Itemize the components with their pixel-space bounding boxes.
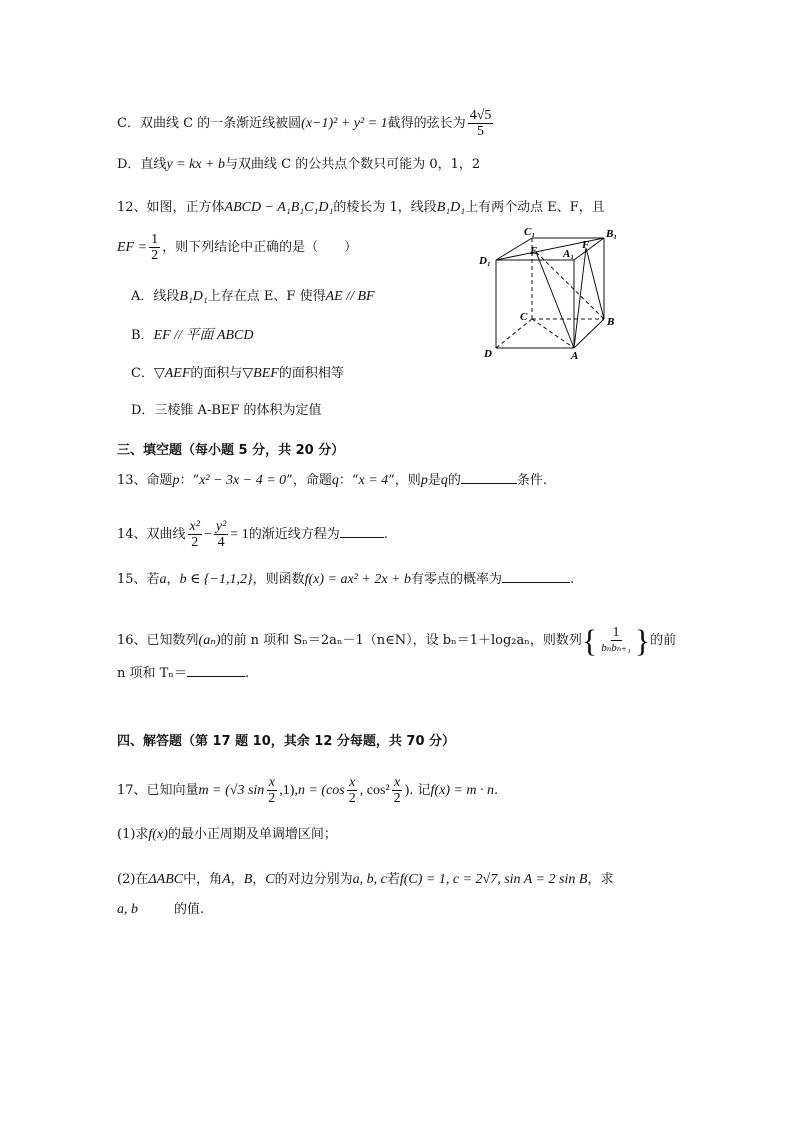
q11c-mid: 截得的弦长为 [387,116,466,131]
section-3-title: 三、填空题（每小题 5 分，共 20 分） [117,443,345,458]
q17-n3-frac [392,775,403,806]
q12-ef-num: 1 [151,232,159,247]
q12c-2: ▽AEF [153,366,191,381]
q12-option-d [131,401,322,421]
q17-m2: ,1), [279,783,298,798]
q15-e: . [570,572,575,587]
q14-c: . [383,527,388,542]
q12-ef-den: 2 [151,248,159,263]
q11c-prefix: C．双曲线 C 的一条渐近线被圆 [117,116,302,131]
q15 [117,570,574,590]
q17-p2cond: f(C) = 1, c = 2√7, sin A = 2 sin B [399,872,588,887]
q12-ef-fraction [149,232,160,263]
label-c: C [520,311,528,323]
label-b1: B₁ [606,228,618,240]
q17-part2-line2 [117,900,204,920]
edge-ab [574,319,604,348]
q16-e: . [244,666,250,681]
q14-eq: = 1 [230,527,249,542]
q15-v1: a [159,572,167,587]
q13-answer-blank[interactable] [461,471,517,484]
label-d1: D₁ [479,255,491,267]
q12-cube-name: ABCD − A₁B₁C₁D₁ [224,200,334,215]
q14-frac2 [214,519,228,550]
q11-option-c [117,108,495,139]
q14-d1: 2 [191,535,199,550]
q17-p2c: 的对边分别为 [274,872,353,887]
q17-part1 [117,825,337,845]
q17-n3fd: 2 [393,791,401,806]
q16-a: 16、已知数列 [117,633,199,648]
q12-intro [117,198,605,218]
q16-line2 [117,664,249,684]
q15-set: b ∈ {−1,1,2} [179,572,253,587]
q15-answer-blank[interactable] [502,570,570,583]
q11c-den: 5 [477,124,485,139]
q17-b: . 记 [409,783,431,798]
q14-a: 14、双曲线 [117,527,186,542]
q17-m-frac [266,775,277,806]
q17-p2B: B [243,872,253,887]
q13-g: 的 [447,473,461,488]
q17-p2d: 若 [386,872,400,887]
q12a-1: A．线段 [131,289,180,304]
q13-d: ：“ [338,473,359,488]
q15-a: 15、若 [117,572,160,587]
segment-ae [536,252,574,348]
segment-be-hidden [536,252,604,319]
q17-n4: ) [404,783,410,798]
segment-af [574,248,586,348]
q12c-3: 的面积与 [190,366,243,381]
q11-option-d [117,155,480,175]
edge-ca-hidden [532,319,574,348]
q12b-1: B． [131,328,154,343]
q16-c: 的前 [650,633,677,648]
q17-p2f: 的值. [174,902,205,917]
q17-p2b: 中，角 [183,872,223,887]
q17-p2ab: a, b [117,902,138,917]
q16-brace-left: { [581,622,598,659]
q11c-num: 4√5 [469,108,492,123]
q11c-fraction [468,108,494,139]
q17-n2: , cos² [359,783,390,798]
cube-figure [474,224,624,364]
q11c-circle: (x−1)² + y² = 1 [301,116,388,131]
q14-n1: x² [189,519,200,534]
q16-num: 1 [612,625,620,640]
label-a1: A₁ [563,248,575,260]
edge-cd-hidden [496,319,532,348]
q12a-3: AE // BF [325,289,375,304]
q17-p1b: 的最小正周期及单调增区间； [167,827,337,842]
q14-b: 的渐近线方程为 [248,527,340,542]
label-e: E [530,245,538,257]
q15-c: ，则函数 [252,572,305,587]
q13 [117,471,547,491]
q12a-2: 上存在点 E、F 使得 [207,289,326,304]
q13-eq: x² − 3x − 4 = 0 [199,473,287,488]
label-d: D [484,348,492,360]
q16-answer-blank[interactable] [187,664,245,677]
q13-h: 条件. [516,473,547,488]
q12c-1: C． [131,366,154,381]
segment-bf [586,248,604,319]
q17-n3fn: x [394,775,401,790]
q17-p2e: ，求 [587,872,614,887]
q17-p2comma2: ， [252,872,266,887]
q17-a: 17、已知向量 [117,783,199,798]
q17-p2tri: ΔABC [148,872,184,887]
q13-a: 13、命题 [117,473,173,488]
q11d-line: y = kx + b [166,157,225,172]
q17-p2a: (2)在 [117,872,149,887]
q13-p2: p [420,473,428,488]
q12a-seg: B₁D₁ [179,289,208,304]
q11d-prefix: D．直线 [117,157,167,172]
q12-seg: B₁D₁ [436,200,466,215]
q13-b: ：“ [179,473,200,488]
q16-seq: (aₙ) [198,633,221,648]
q12-intro4: ，则下列结论中正确的是（ ） [162,240,358,255]
q11d-suffix: 与双曲线 C 的公共点个数只可能为 0，1，2 [224,157,481,172]
q12-option-b [131,326,254,346]
q17-mfn: x [268,775,275,790]
q12-intro-line2 [117,232,357,263]
q17-nfd: 2 [348,791,356,806]
q17-p2C: C [265,872,275,887]
q17-n: n = (cos [297,783,345,798]
q12-option-c [131,364,344,384]
q17-f: f(x) = m · n [430,783,495,798]
q17-p2comma1: ， [230,872,244,887]
q16-den: bₙbₙ₊₁ [601,642,631,654]
q12-intro3: 上有两个动点 E、F，且 [465,200,605,215]
label-a: A [571,350,579,362]
q17-p2A: A [222,872,231,887]
label-c1: C₁ [524,226,536,238]
q16-d: n 项和 Tₙ＝ [117,666,187,681]
label-b: B [607,316,615,328]
q13-e: ”，则 [388,473,421,488]
q14-n2: y² [215,519,227,534]
label-f: F [582,239,590,251]
q17-m: m = (√3 sin [198,783,265,798]
q13-p: p [172,473,180,488]
q13-q: q [331,473,339,488]
q12c-4: ▽BEF [242,366,279,381]
q14-frac1 [188,519,202,550]
q17-p2abc: a, b, c [352,872,387,887]
q13-f: 是 [427,473,441,488]
q17-p1a: (1)求 [117,827,149,842]
q14-minus: − [203,527,212,542]
q16-frac [599,625,633,656]
q13-c: ”，命题 [286,473,332,488]
q13-q2: q [440,473,448,488]
q16 [117,622,677,659]
q17-n-frac [347,775,358,806]
q16-b: 的前 n 项和 Sₙ＝2aₙ－1（n∈N），设 bₙ＝1＋log₂aₙ，则数列 [220,633,582,648]
q17-part2 [117,870,613,890]
q17-mfd: 2 [268,791,276,806]
section-4-title: 四、解答题（第 17 题 10，其余 12 分每题，共 70 分） [117,734,456,749]
q17 [117,775,498,806]
q15-func: f(x) = ax² + 2x + b [304,572,411,587]
q15-b: ， [166,572,180,587]
q12c-5: 的面积相等 [278,366,344,381]
q14-answer-blank[interactable] [340,525,384,538]
q14 [117,519,388,550]
q14-d2: 4 [217,535,225,550]
q12-ef: EF = [117,240,148,255]
q17-nfn: x [349,775,356,790]
q15-d: 有零点的概率为 [411,572,503,587]
q12-intro1: 12、如图，正方体 [117,200,225,215]
q12b-2: EF // 平面 ABCD [153,328,254,343]
q12d: D．三棱锥 A-BEF 的体积为定值 [131,403,322,418]
q17-c: . [494,783,499,798]
q12-intro2: 的棱长为 1，线段 [333,200,437,215]
q13-eq2: x = 4 [358,473,389,488]
q17-p1f: f(x) [148,827,168,842]
q12-option-a [131,287,375,307]
q16-brace-right: } [634,622,651,659]
